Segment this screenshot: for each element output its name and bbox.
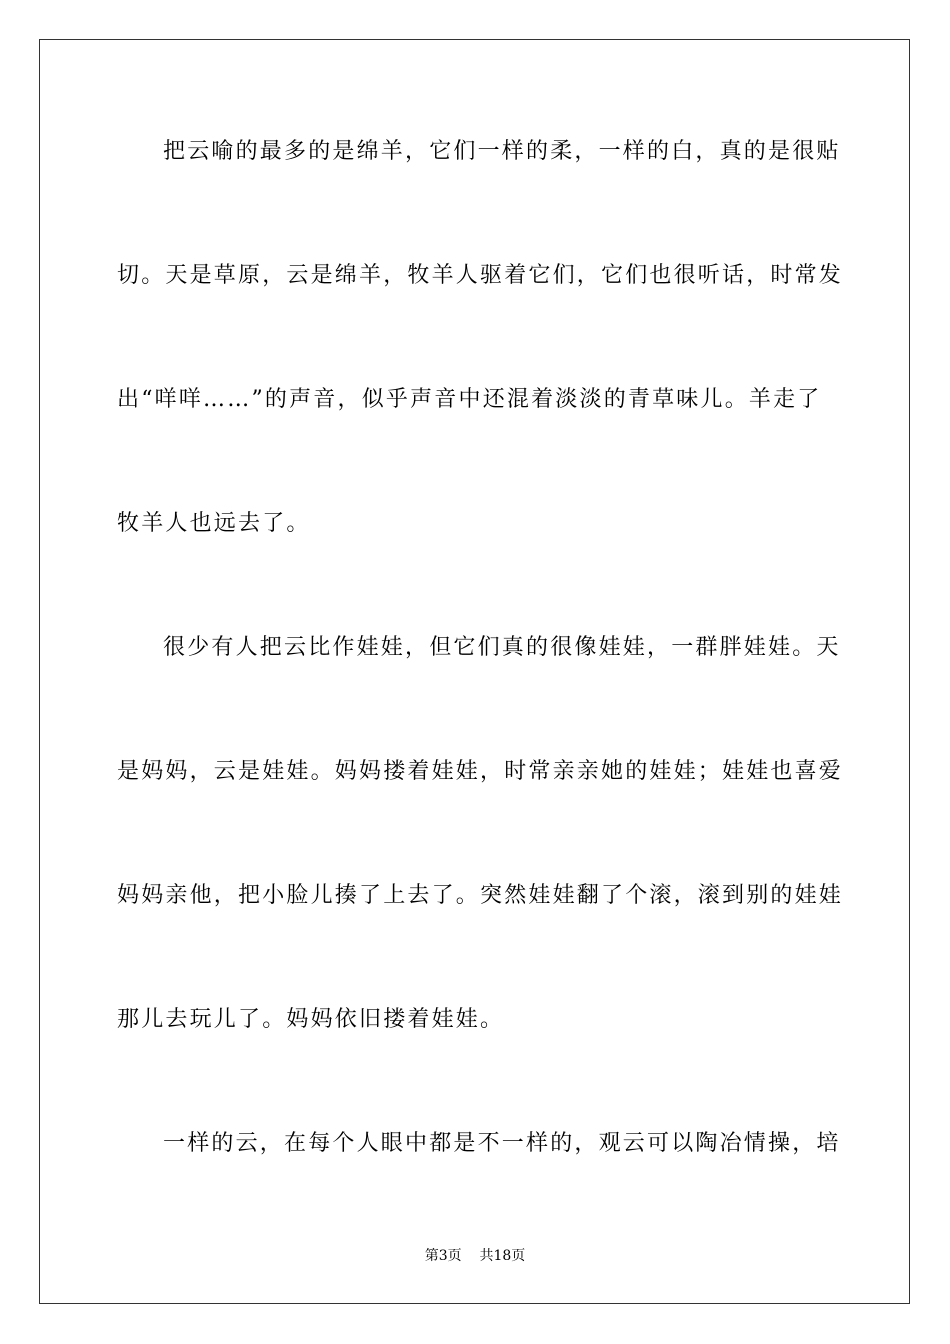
page-number-footer: 第3页 共18页: [424, 1248, 526, 1264]
paragraph-2-line-4: 那儿去玩儿了。妈妈依旧搂着娃娃。: [117, 1007, 505, 1032]
paragraph-2-line-3: 妈妈亲他，把小脸儿揍了上去了。突然娃娃翻了个滚，滚到别的娃娃: [117, 883, 844, 908]
paragraph-2-line-2: 是妈妈，云是娃娃。妈妈搂着娃娃，时常亲亲她的娃娃；娃娃也喜爱: [117, 759, 844, 784]
paragraph-1-line-1: 把云喻的最多的是绵羊，它们一样的柔，一样的白，真的是很贴: [163, 139, 841, 164]
paragraph-2-line-1: 很少有人把云比作娃娃，但它们真的很像娃娃，一群胖娃娃。天: [163, 635, 841, 660]
paragraph-3-line-1: 一样的云，在每个人眼中都是不一样的，观云可以陶冶情操，培: [163, 1131, 841, 1156]
paragraph-1-line-2: 切。天是草原，云是绵羊，牧羊人驱着它们，它们也很听话，时常发: [117, 263, 844, 288]
page-border: [39, 39, 910, 1304]
paragraph-1-line-3: 出“咩咩……”的声音，似乎声音中还混着淡淡的青草味儿。羊走了: [117, 387, 822, 412]
paragraph-1-line-4: 牧羊人也远去了。: [117, 511, 311, 536]
